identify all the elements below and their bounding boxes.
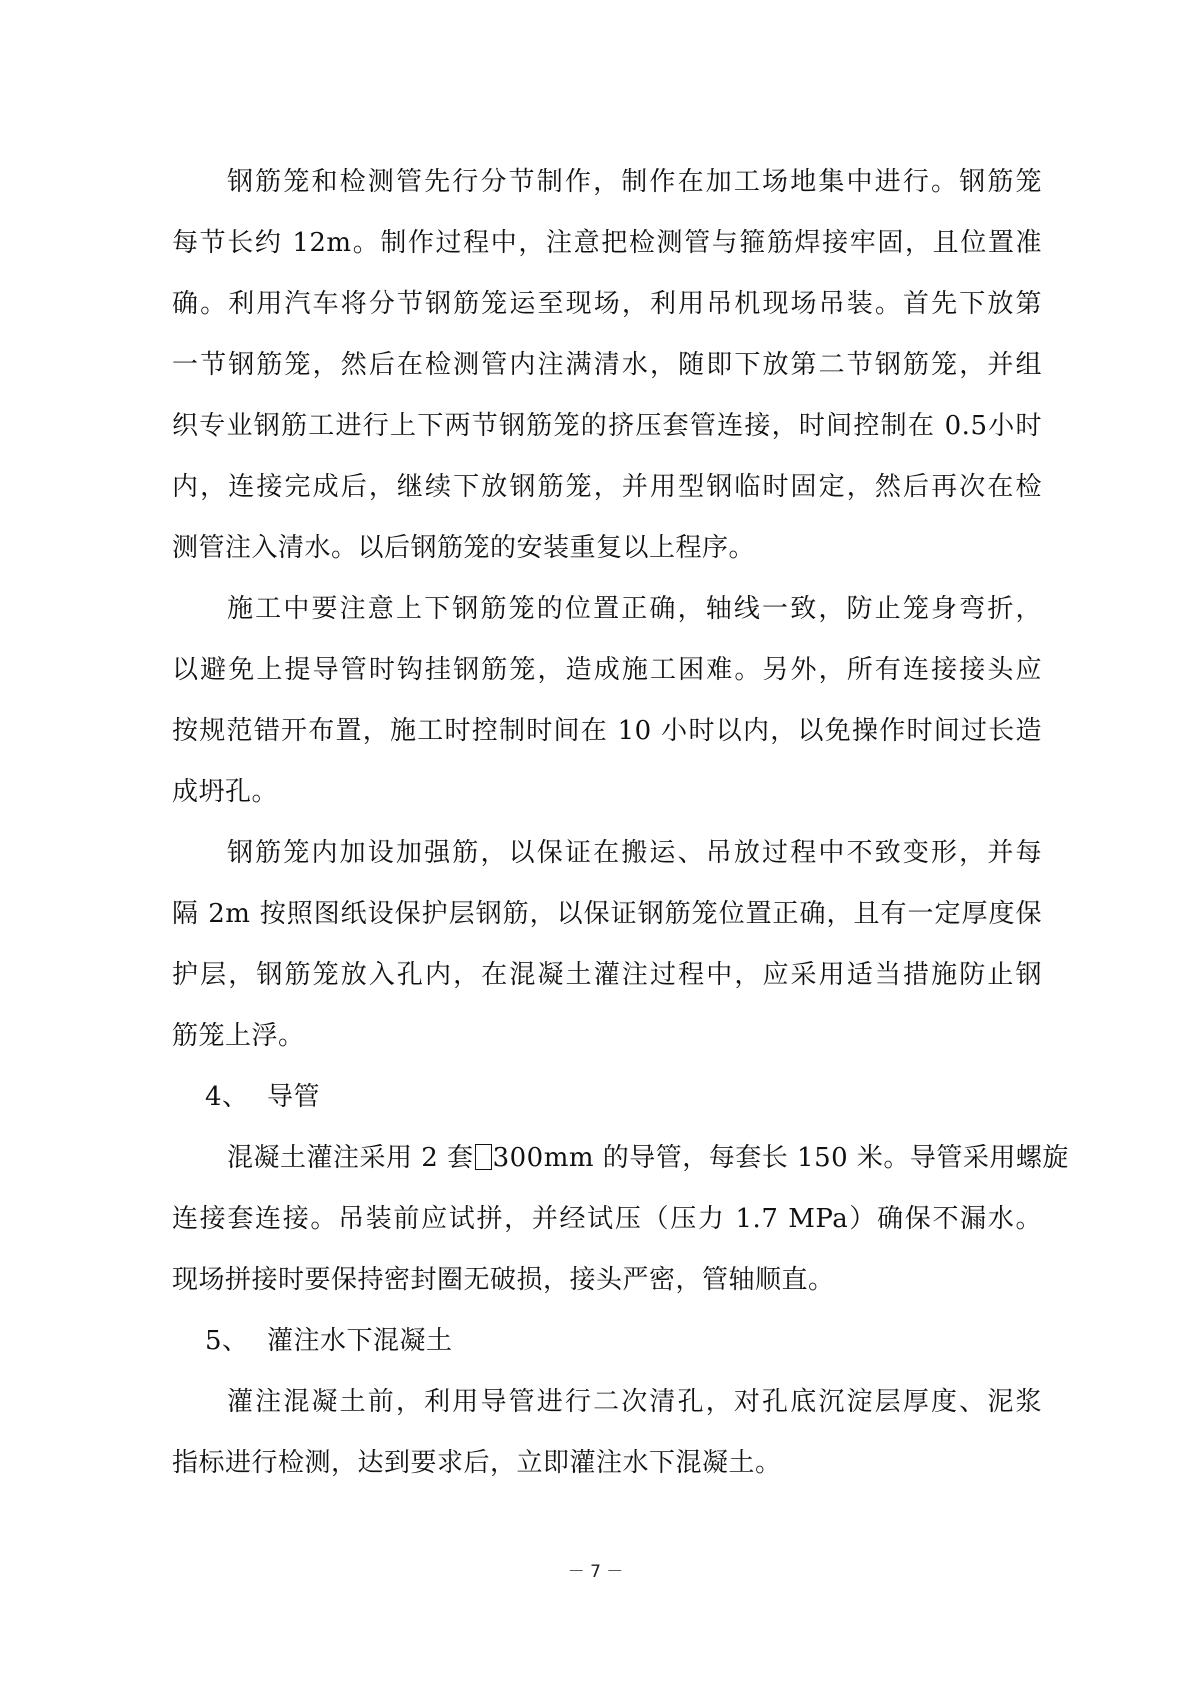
paragraph-line: 灌注混凝土前，利用导管进行二次清孔，对孔底沉淀层厚度、泥浆 <box>227 1387 1042 1417</box>
paragraph-line: 施工中要注意上下钢筋笼的位置正确，轴线一致，防止笼身弯折， <box>227 594 1042 624</box>
paragraph-line: 确。利用汽车将分节钢筋笼运至现场，利用吊机现场吊装。首先下放第 <box>172 289 1042 319</box>
text-fragment: 300mm 的导管，每套长 150 米。导管采用螺旋 <box>492 1143 1069 1173</box>
section-heading <box>172 1311 1042 1372</box>
paragraph-line: 钢筋笼内加设加强筋，以保证在搬运、吊放过程中不致变形，并每 <box>227 838 1042 868</box>
paragraph-line: 连接套连接。吊装前应试拼，并经试压（压力 1.7 MPa）确保不漏水。 <box>172 1204 1042 1234</box>
paragraph-line: 织专业钢筋工进行上下两节钢筋笼的挤压套管连接，时间控制在 0.5小时 <box>172 411 1042 441</box>
paragraph-line: 按规范错开布置，施工时控制时间在 10 小时以内，以免操作时间过长造 <box>172 716 1042 746</box>
section-title: 导管 <box>267 1082 321 1112</box>
paragraph-line: 护层，钢筋笼放入孔内，在混凝土灌注过程中，应采用适当措施防止钢 <box>172 960 1042 990</box>
missing-glyph-icon <box>475 1144 492 1170</box>
section-number: 5、 <box>205 1326 249 1356</box>
paragraph-line: 钢筋笼和检测管先行分节制作，制作在加工场地集中进行。钢筋笼 <box>227 167 1042 197</box>
text-fragment: 混凝土灌注采用 2 套 <box>227 1143 474 1173</box>
section-heading <box>172 1067 1042 1128</box>
page-number: － 7 － <box>567 1562 624 1582</box>
paragraph-line: 每节长约 12m。制作过程中，注意把检测管与箍筋焊接牢固，且位置准 <box>172 228 1042 258</box>
body-text <box>172 152 1069 1494</box>
paragraph-line: 隔 2m 按照图纸设保护层钢筋，以保证钢筋笼位置正确，且有一定厚度保 <box>172 899 1042 929</box>
paragraph-line: 指标进行检测，达到要求后，立即灌注水下混凝土。 <box>172 1448 782 1478</box>
section-number: 4、 <box>205 1082 249 1112</box>
paragraph-line: 以避免上提导管时钩挂钢筋笼，造成施工困难。另外，所有连接接头应 <box>172 655 1042 685</box>
paragraph-line: 测管注入清水。以后钢筋笼的安装重复以上程序。 <box>172 533 756 563</box>
paragraph-line: 一节钢筋笼，然后在检测管内注满清水，随即下放第二节钢筋笼，并组 <box>172 350 1042 380</box>
paragraph-line <box>172 1128 1069 1189</box>
paragraph-line: 内，连接完成后，继续下放钢筋笼，并用型钢临时固定，然后再次在检 <box>172 472 1042 502</box>
section-title: 灌注水下混凝土 <box>267 1326 453 1356</box>
paragraph-line: 筋笼上浮。 <box>172 1021 305 1051</box>
paragraph-line: 成坍孔。 <box>172 777 279 807</box>
paragraph-line: 现场拼接时要保持密封圈无破损，接头严密，管轴顺直。 <box>172 1265 835 1295</box>
